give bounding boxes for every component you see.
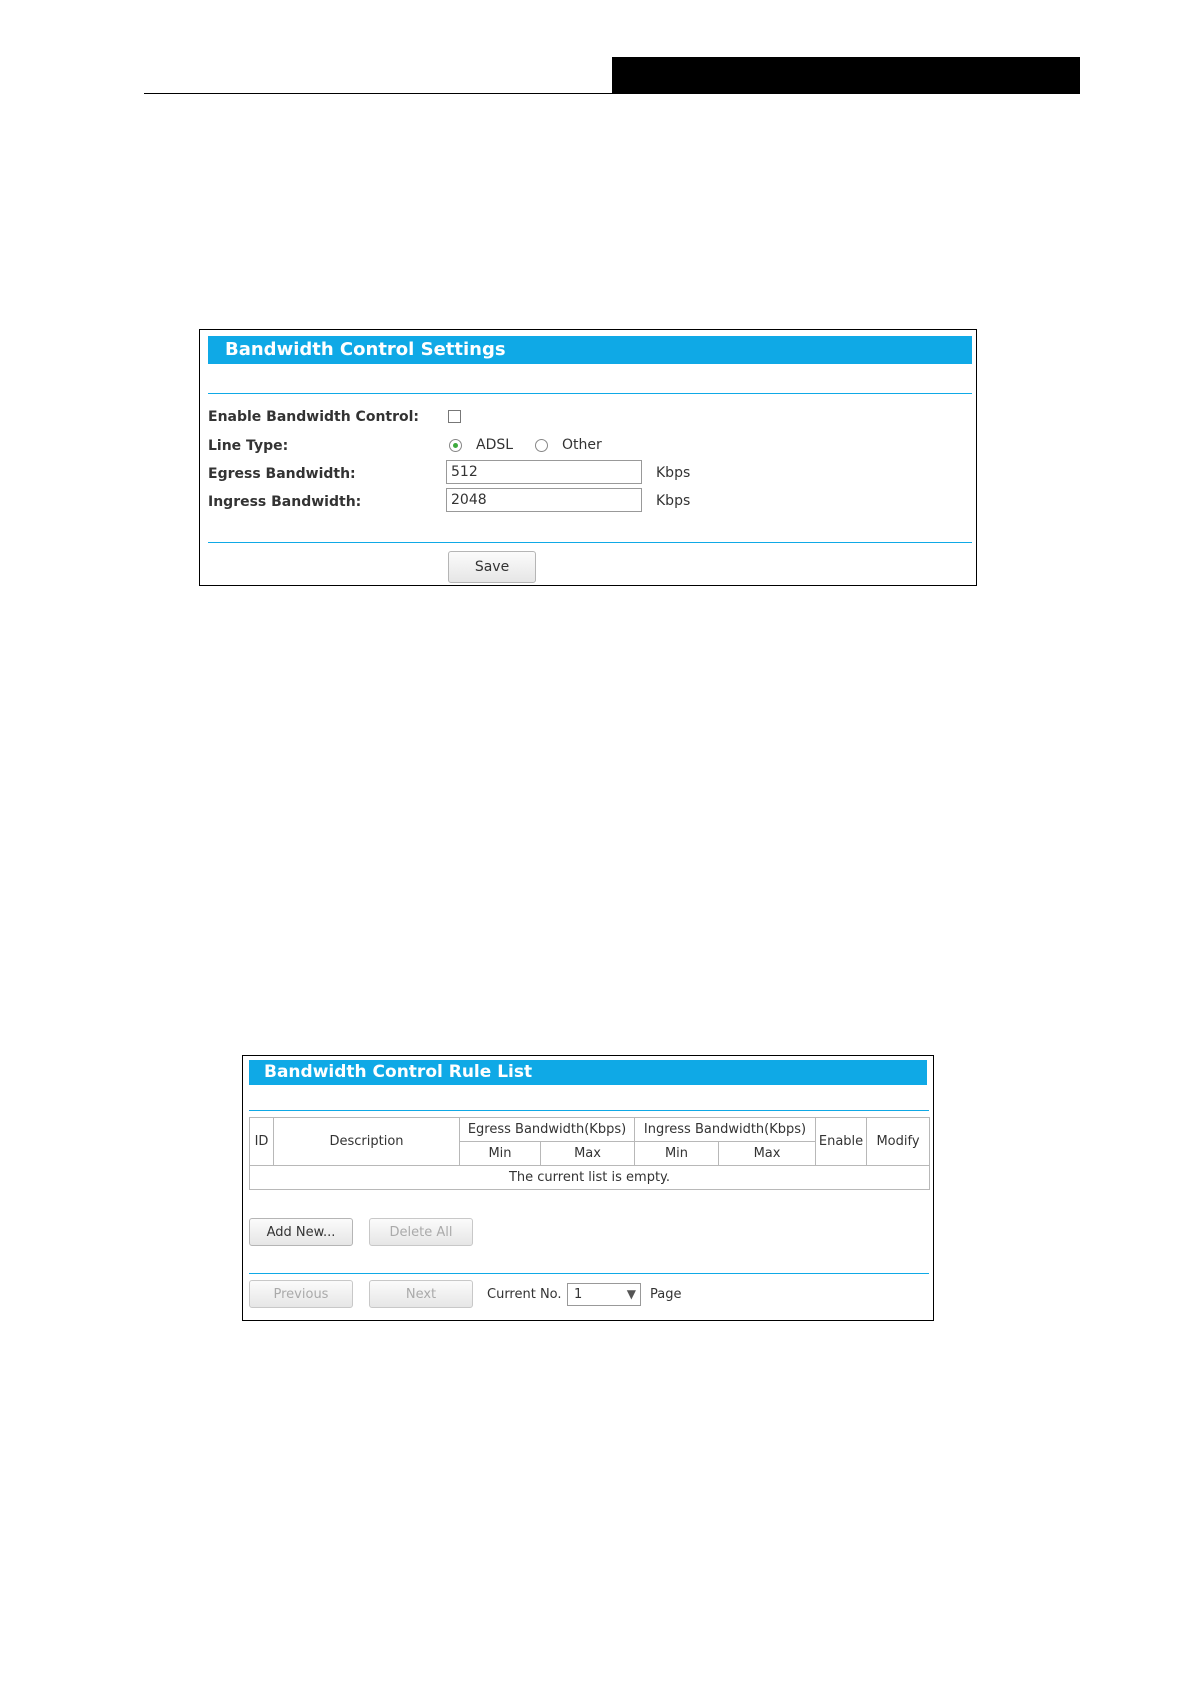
ingress-bandwidth-input[interactable] <box>446 488 642 512</box>
rule-list-table <box>249 1117 930 1190</box>
page-header-bar <box>612 57 1080 94</box>
egress-bandwidth-input[interactable] <box>446 460 642 484</box>
line-type-adsl-radio[interactable] <box>449 439 462 452</box>
page-header-rule <box>144 93 1080 94</box>
line-type-label: Line Type: <box>208 438 289 454</box>
ingress-bandwidth-label: Ingress Bandwidth: <box>208 494 362 510</box>
current-page-value: 1 <box>574 1287 583 1302</box>
current-no-label: Current No. <box>487 1287 562 1302</box>
column-header-id: ID <box>250 1118 274 1166</box>
line-type-other-radio[interactable] <box>535 439 548 452</box>
enable-bandwidth-control-checkbox[interactable] <box>448 410 461 423</box>
chevron-down-icon: ▼ <box>626 1287 636 1301</box>
settings-panel-title: Bandwidth Control Settings <box>208 336 972 364</box>
column-header-description: Description <box>274 1118 460 1166</box>
column-header-egress-bandwidth: Egress Bandwidth(Kbps) <box>460 1118 635 1142</box>
egress-unit-label: Kbps <box>656 465 691 481</box>
column-header-ingress-max: Max <box>719 1142 816 1166</box>
page-label: Page <box>650 1287 682 1302</box>
settings-bottom-divider <box>208 542 972 543</box>
rule-list-bottom-divider <box>249 1273 929 1274</box>
egress-bandwidth-label: Egress Bandwidth: <box>208 466 356 482</box>
column-header-ingress-min: Min <box>635 1142 719 1166</box>
bandwidth-control-rule-list-panel <box>242 1055 934 1321</box>
ingress-unit-label: Kbps <box>656 493 691 509</box>
enable-bandwidth-control-label: Enable Bandwidth Control: <box>208 409 420 425</box>
delete-all-button[interactable]: Delete All <box>369 1218 473 1246</box>
column-header-enable: Enable <box>816 1118 867 1166</box>
empty-list-message: The current list is empty. <box>250 1166 930 1190</box>
line-type-adsl-label: ADSL <box>476 437 514 453</box>
previous-page-button[interactable]: Previous <box>249 1280 353 1308</box>
column-header-egress-max: Max <box>541 1142 635 1166</box>
rule-list-top-divider <box>249 1110 929 1111</box>
table-row <box>250 1166 930 1190</box>
column-header-egress-min: Min <box>460 1142 541 1166</box>
bandwidth-control-settings-panel <box>199 329 977 586</box>
settings-top-divider <box>208 393 972 394</box>
column-header-modify: Modify <box>867 1118 930 1166</box>
add-new-button[interactable]: Add New... <box>249 1218 353 1246</box>
next-page-button[interactable]: Next <box>369 1280 473 1308</box>
save-button[interactable]: Save <box>448 551 536 583</box>
current-page-select[interactable] <box>567 1283 641 1306</box>
line-type-other-label: Other <box>562 437 602 453</box>
rule-list-panel-title: Bandwidth Control Rule List <box>249 1060 927 1085</box>
column-header-ingress-bandwidth: Ingress Bandwidth(Kbps) <box>635 1118 816 1142</box>
